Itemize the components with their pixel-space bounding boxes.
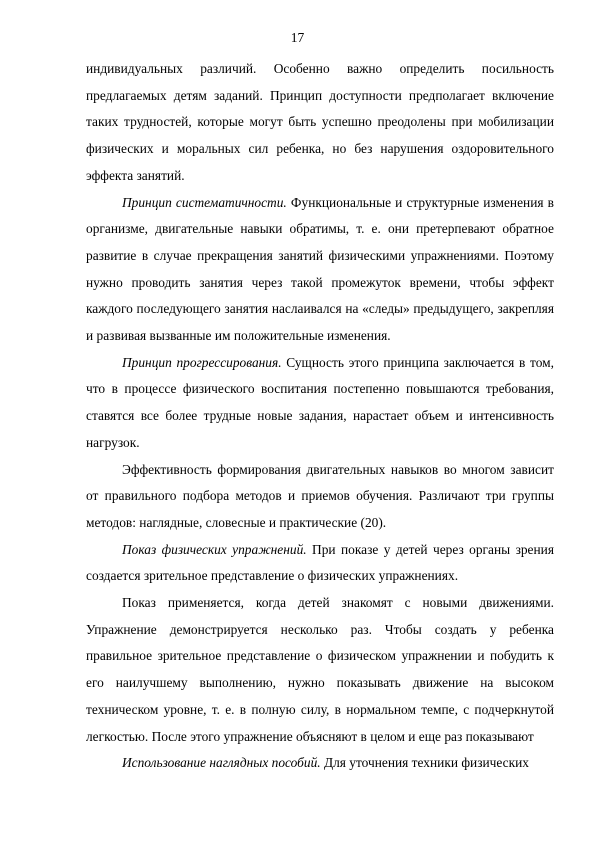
- paragraph-principle-systematic-text: Функциональные и структурные изменения в организме, двигательные навыки обратимы, т. е. они претерпевают обратное развитие в случае прекращения занятий физическими упражнениями. Поэтому нужно проводить занятия через такой промежуток времени, чтобы эффект каждого последующего занятия наслаивался на «следы» предыдущего, закрепляя и развивая вызванные им положительные изменения.: [86, 194, 554, 344]
- paragraph-1: [86, 56, 554, 190]
- paragraph-visual-aids-lead: Использование наглядных пособий.: [122, 755, 321, 771]
- body-text: [86, 56, 554, 777]
- paragraph-demonstration-usage-text: Показ применяется, когда детей знакомят с новыми движениями. Упражнение демонстрируется несколько раз. Чтобы создать у ребенка правильное зрительное представление о физическом упражнении и побудить к его наилучшему выполнению, нужно показывать движение на высоком техническом уровне, т. е. в полную силу, в нормальном темпе, с подчеркнутой легкостью. После этого упражнение объясняют в целом и еще раз показывают: [86, 595, 554, 744]
- paragraph-principle-progression-text: Сущность этого принципа заключается в том, что в процессе физического воспитания постепенно повышаются требования, ставятся все более трудные новые задания, нарастает объем и интенсивность нагрузок.: [86, 354, 554, 450]
- paragraph-principle-progression-lead: Принцип прогрессирования.: [122, 354, 282, 370]
- paragraph-demonstration: [86, 537, 554, 590]
- paragraph-principle-systematic-lead: Принцип систематичности.: [122, 194, 287, 210]
- page-number: 17: [290, 30, 305, 45]
- paragraph-principle-systematic: [86, 190, 554, 350]
- paragraph-visual-aids: [86, 750, 554, 777]
- paragraph-demonstration-usage: [86, 590, 554, 750]
- paragraph-visual-aids-text: Для уточнения техники физических: [320, 755, 529, 771]
- paragraph-demonstration-text: При показе у детей через органы зрения создается зрительное представление о физических упражнениях.: [86, 541, 554, 584]
- paragraph-methods-text: Эффективность формирования двигательных навыков во многом зависит от правильного подбора методов и приемов обучения. Различают три группы методов: наглядные, словесные и практические (20).: [86, 461, 554, 530]
- paragraph-1-text: индивидуальных различий. Особенно важно определить посильность предлагаемых детям заданий. Принцип доступности предполагает включение таких трудностей, которые могут быть успешно преодолены при мобилизации физических и моральных сил ребенка, но без нарушения оздоровительного эффекта занятий.: [86, 61, 554, 183]
- paragraph-methods: [86, 457, 554, 537]
- paragraph-principle-progression: [86, 350, 554, 457]
- paragraph-demonstration-lead: Показ физических упражнений.: [122, 541, 307, 557]
